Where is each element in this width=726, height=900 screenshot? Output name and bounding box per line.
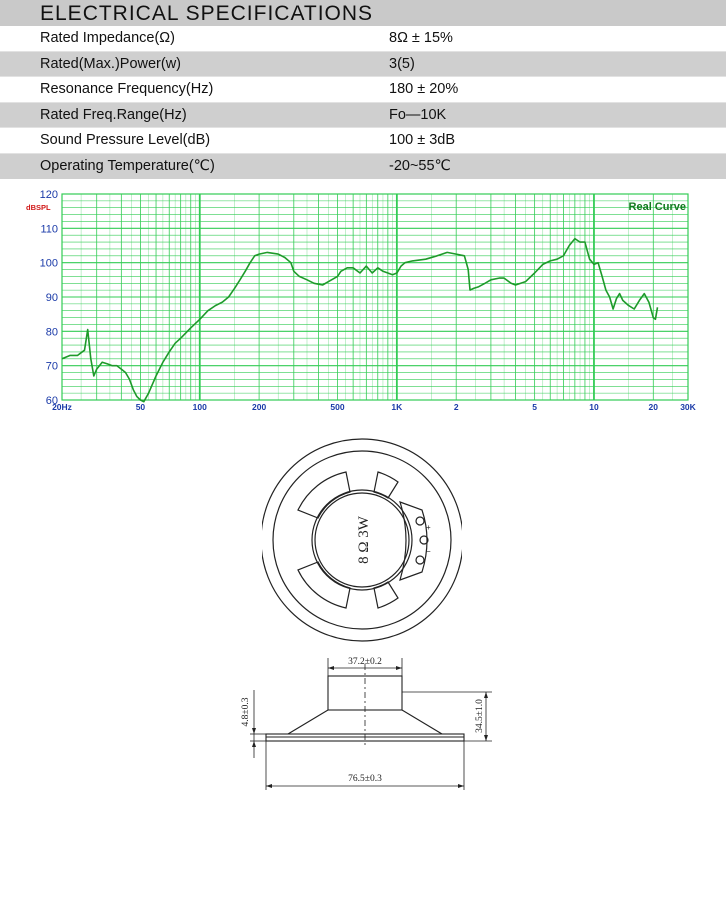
dim-arrow xyxy=(484,692,488,698)
y-tick-label: 90 xyxy=(45,292,58,304)
dim-arrow xyxy=(328,666,334,670)
terminal-minus-mark: − xyxy=(426,547,431,556)
spec-value: -20~55℃ xyxy=(389,157,451,174)
spec-table-title: ELECTRICAL SPECIFICATIONS xyxy=(40,2,374,25)
frame-window xyxy=(298,562,350,608)
x-tick-label: 30K xyxy=(680,402,696,412)
y-tick-label: 70 xyxy=(45,360,58,373)
spec-label: Sound Pressure Level(dB) xyxy=(40,132,211,149)
dim-diameter-label: 76.5±0.3 xyxy=(348,774,382,784)
x-tick-label: 1K xyxy=(391,402,403,412)
x-tick-label: 20 xyxy=(648,402,659,412)
spec-value: 180 ± 20% xyxy=(389,81,459,98)
spec-label: Resonance Frequency(Hz) xyxy=(40,81,214,98)
x-tick-label: 5 xyxy=(532,402,537,412)
spec-row-freq-range xyxy=(0,102,726,128)
spec-value: 8Ω ± 15% xyxy=(389,30,453,46)
x-tick-label: 20Hz xyxy=(52,402,72,412)
spec-row-spl xyxy=(0,127,726,153)
dim-arrow xyxy=(458,784,464,788)
dim-top-width-label: 37.2±0.2 xyxy=(348,657,382,667)
specifications-table xyxy=(0,0,726,179)
y-tick-label: 120 xyxy=(39,189,58,201)
x-tick-label: 200 xyxy=(252,402,267,412)
dim-arrow xyxy=(252,728,256,734)
spec-table-header xyxy=(0,0,726,26)
frame-window xyxy=(374,582,398,608)
terminal-plus-mark: + xyxy=(426,523,431,532)
spec-value: 3(5) xyxy=(389,55,415,72)
spec-row-impedance xyxy=(0,26,726,51)
dim-arrow xyxy=(396,666,402,670)
chart-annotation: Real Curve xyxy=(628,201,686,213)
x-tick-label: 50 xyxy=(135,402,146,412)
spec-label: Rated(Max.)Power(w) xyxy=(40,55,181,72)
terminal-solder-tab xyxy=(416,517,424,525)
spec-value: Fo—10K xyxy=(389,106,447,123)
frequency-response-chart xyxy=(0,186,726,418)
speaker-front-view-drawing xyxy=(262,432,462,648)
dim-total-height-label: 34.5±1.0 xyxy=(475,699,485,733)
y-tick-label: 100 xyxy=(39,257,58,270)
y-tick-label: 110 xyxy=(40,223,58,236)
frame-window xyxy=(298,472,350,518)
dim-arrow xyxy=(484,735,488,741)
spec-label: Operating Temperature(℃) xyxy=(40,157,215,174)
terminal-solder-tab xyxy=(416,556,424,564)
spec-row-temperature xyxy=(0,153,726,179)
spec-row-power xyxy=(0,51,726,77)
frame-window xyxy=(374,472,398,498)
magnet-label: 8 Ω 3W xyxy=(356,516,372,564)
x-tick-label: 100 xyxy=(192,402,207,412)
spec-label: Rated Freq.Range(Hz) xyxy=(40,106,187,123)
y-tick-label: 60 xyxy=(45,395,58,407)
x-tick-label: 2 xyxy=(453,402,459,412)
dim-flange-height-label: 4.8±0.3 xyxy=(241,697,251,727)
spec-value: 100 ± 3dB xyxy=(389,132,456,149)
spec-label: Rated Impedance(Ω) xyxy=(40,30,175,46)
dim-arrow xyxy=(266,784,272,788)
y-tick-label: 80 xyxy=(45,326,58,339)
speaker-side-view-drawing xyxy=(230,650,510,795)
frequency-response-svg xyxy=(0,186,726,418)
x-tick-label: 10 xyxy=(589,402,599,412)
x-tick-label: 500 xyxy=(330,402,345,412)
spec-row-resonance xyxy=(0,76,726,102)
dim-arrow xyxy=(252,741,256,747)
y-axis-label: dBSPL xyxy=(26,203,51,212)
